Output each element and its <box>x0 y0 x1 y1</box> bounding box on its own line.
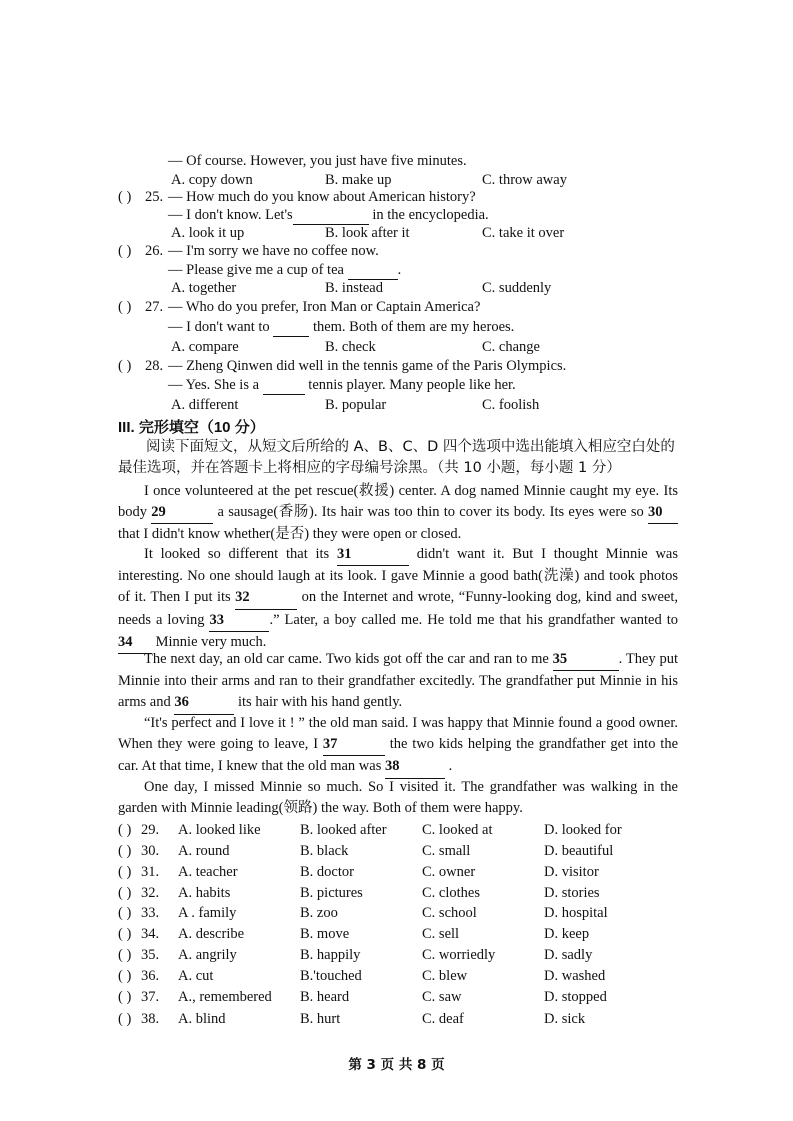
cloze-36-option-b: B.'touched <box>300 968 362 984</box>
q27-line2-end: them. Both of them are my heroes. <box>312 319 515 335</box>
cloze-36-option-c: C. blew <box>422 968 468 984</box>
cloze-37-option-c: C. saw <box>422 989 462 1005</box>
cloze-34-option-a: A. describe <box>178 926 245 942</box>
q24-option-a: A. copy down <box>171 172 253 188</box>
cloze-35-option-d: D. sadly <box>544 947 593 963</box>
q28-option-a: A. different <box>171 397 239 413</box>
q27-number: 27. <box>145 299 164 315</box>
cloze-38-number: 38. <box>141 1011 160 1027</box>
q28-blank <box>263 376 305 395</box>
cloze-30-option-c: C. small <box>422 843 471 859</box>
q25-option-c: C. take it over <box>482 225 565 241</box>
q25-line2-start: — I don't know. Let's <box>168 207 293 223</box>
q26-paren: ( ) <box>118 243 132 259</box>
cloze-34-number: 34. <box>141 926 160 942</box>
cloze-33-paren: ( ) <box>118 905 132 921</box>
p1-text-3: that I didn't know whether(是否) they were open or closed. <box>118 526 462 543</box>
passage-paragraph-4 <box>118 713 678 779</box>
cloze-31-option-b: B. doctor <box>300 864 354 880</box>
cloze-38-option-a: A. blind <box>178 1011 226 1027</box>
cloze-37-option-d: D. stopped <box>544 989 607 1005</box>
q25-option-b: B. look after it <box>325 225 410 241</box>
cloze-29-option-b: B. looked after <box>300 822 387 838</box>
q25-number: 25. <box>145 189 164 205</box>
q27-line1: — Who do you prefer, Iron Man or Captain America? <box>168 299 481 315</box>
cloze-38-option-d: D. sick <box>544 1011 586 1027</box>
q28-option-c: C. foolish <box>482 397 540 413</box>
q27-line2 <box>168 318 514 337</box>
cloze-37-number: 37. <box>141 989 160 1005</box>
cloze-29-number: 29. <box>141 822 160 838</box>
cloze-32-option-c: C. clothes <box>422 885 480 901</box>
q26-line2 <box>168 261 401 280</box>
cloze-35-paren: ( ) <box>118 947 132 963</box>
cloze-37-option-a: A., remembered <box>178 989 272 1005</box>
q26-option-a: A. together <box>171 280 237 296</box>
cloze-29-option-a: A. looked like <box>178 822 261 838</box>
cloze-37-option-b: B. heard <box>300 989 350 1005</box>
q27-option-a: A. compare <box>171 339 239 355</box>
cloze-30-option-a: A. round <box>178 843 230 859</box>
cloze-37-paren: ( ) <box>118 989 132 1005</box>
cloze-38-option-b: B. hurt <box>300 1011 341 1027</box>
cloze-32-option-b: B. pictures <box>300 885 363 901</box>
q28-paren: ( ) <box>118 358 132 374</box>
q26-number: 26. <box>145 243 164 259</box>
p4-text-2: the two kids helping the grandfather get into the car. At that time, I knew that the old man was <box>118 736 679 775</box>
p3-text-2: . They put Minnie into their arms and ran to their grandfather excitedly. The grandfather put Minnie in his arms and <box>118 651 678 711</box>
cloze-34-option-b: B. move <box>300 926 350 942</box>
q27-blank <box>273 318 309 337</box>
p2-text-3: on the Internet and wrote, “Funny-looking dog, kind and sweet, needs a loving <box>118 589 678 628</box>
q26-option-b: B. instead <box>325 280 383 296</box>
q25-option-a: A. look it up <box>171 225 245 241</box>
q26-line2-end: . <box>397 262 402 278</box>
p3-text-1: The next day, an old car came. Two kids got off the car and ran to me <box>144 651 553 667</box>
cloze-29-option-d: D. looked for <box>544 822 622 838</box>
cloze-31-option-a: A. teacher <box>178 864 238 880</box>
blank-31: 31 <box>337 544 409 566</box>
q27-line2-start: — I don't want to <box>168 319 270 335</box>
p3-text-3: its hair with his hand gently. <box>234 694 403 711</box>
cloze-30-number: 30. <box>141 843 160 859</box>
p2-text-4: .” Later, a boy called me. He told me that his grandfather wanted to <box>269 611 678 628</box>
cloze-32-number: 32. <box>141 885 160 901</box>
cloze-32-option-d: D. stories <box>544 885 600 901</box>
blank-34: 34 <box>118 632 152 654</box>
cloze-35-option-c: C. worriedly <box>422 947 496 963</box>
passage-paragraph-2 <box>118 544 678 654</box>
q26-blank <box>348 261 398 280</box>
q28-line2-start: — Yes. She is a <box>168 377 260 393</box>
p1-text-2: a sausage(香肠). Its hair was too thin to cover its body. Its eyes were so <box>213 504 648 521</box>
blank-29: 29 <box>151 502 213 524</box>
cloze-31-number: 31. <box>141 864 160 880</box>
cloze-36-number: 36. <box>141 968 160 984</box>
p1-text-1: I once volunteered at the pet rescue(救援) center. A dog named Minnie caught my eye. Its body <box>118 483 678 521</box>
blank-32: 32 <box>235 587 297 609</box>
q25-line2 <box>168 206 489 225</box>
passage-paragraph-5 <box>118 777 678 819</box>
q25-paren: ( ) <box>118 189 132 205</box>
cloze-30-option-d: D. beautiful <box>544 843 614 859</box>
cloze-35-option-b: B. happily <box>300 947 361 963</box>
p2-text-2: didn't want it. But I thought Minnie was interesting. No one should laugh at its look. I gave Minnie a good bath(洗澡) and took photos of it. Then I put its <box>118 546 679 606</box>
p2-text-5: Minnie very much. <box>152 633 267 650</box>
cloze-38-paren: ( ) <box>118 1011 132 1027</box>
blank-37: 37 <box>323 734 385 756</box>
cloze-29-option-c: C. looked at <box>422 822 493 838</box>
cloze-33-option-b: B. zoo <box>300 905 338 921</box>
q26-line1: — I'm sorry we have no coffee now. <box>168 243 379 259</box>
cloze-35-option-a: A. angrily <box>178 947 237 963</box>
cloze-36-option-a: A. cut <box>178 968 214 984</box>
cloze-33-number: 33. <box>141 905 160 921</box>
q24-option-c: C. throw away <box>482 172 567 188</box>
cloze-34-option-d: D. keep <box>544 926 590 942</box>
cloze-35-number: 35. <box>141 947 160 963</box>
page-footer: 第 3 页 共 8 页 <box>348 1057 445 1073</box>
q26-option-c: C. suddenly <box>482 280 552 296</box>
q25-line2-end: in the encyclopedia. <box>372 207 489 223</box>
passage-paragraph-1 <box>118 481 678 546</box>
q27-option-b: B. check <box>325 339 376 355</box>
q27-option-c: C. change <box>482 339 540 355</box>
p2-text-1: It looked so different that its <box>144 546 337 562</box>
blank-35: 35 <box>553 649 619 671</box>
cloze-32-paren: ( ) <box>118 885 132 901</box>
section-3-title: III. 完形填空（10 分） <box>118 419 265 436</box>
q26-line2-start: — Please give me a cup of tea <box>168 262 344 278</box>
cloze-29-paren: ( ) <box>118 822 132 838</box>
q28-option-b: B. popular <box>325 397 387 413</box>
q27-paren: ( ) <box>118 299 132 315</box>
cloze-31-option-d: D. visitor <box>544 864 599 880</box>
cloze-30-option-b: B. black <box>300 843 349 859</box>
p4-text-1: “It's perfect and I love it ! ” the old man said. I was happy that Minnie found a good owner. When they were going to leave, I <box>118 715 678 753</box>
blank-30: 30 <box>648 502 678 524</box>
q25-line1: — How much do you know about American history? <box>168 189 476 205</box>
cloze-31-paren: ( ) <box>118 864 132 880</box>
blank-36: 36 <box>174 692 234 714</box>
q25-blank <box>293 206 369 225</box>
q24-option-b: B. make up <box>325 172 392 188</box>
cloze-36-paren: ( ) <box>118 968 132 984</box>
q28-line1: — Zheng Qinwen did well in the tennis game of the Paris Olympics. <box>168 358 567 374</box>
cloze-33-option-a: A . family <box>178 905 237 921</box>
cloze-38-option-c: C. deaf <box>422 1011 464 1027</box>
p5-text: One day, I missed Minnie so much. So I visited it. The grandfather was walking in the garden with Minnie leading(领路) the way. Both of them were happy. <box>118 779 678 817</box>
q28-line2 <box>168 376 516 395</box>
cloze-32-option-a: A. habits <box>178 885 231 901</box>
p4-text-3: . <box>444 758 453 775</box>
q24-dialogue-line: — Of course. However, you just have five minutes. <box>168 153 467 169</box>
cloze-34-option-c: C. sell <box>422 926 460 942</box>
passage-paragraph-3 <box>118 649 678 715</box>
cloze-34-paren: ( ) <box>118 926 132 942</box>
blank-33: 33 <box>209 610 269 632</box>
cloze-31-option-c: C. owner <box>422 864 476 880</box>
section-3-instruction: 阅读下面短文，从短文后所给的 A、B、C、D 四个选项中选出能填入相应空白处的最佳选项，并在答题卡上将相应的字母编号涂黑。（共 10 小题，每小题 1 分） <box>118 439 675 476</box>
q28-number: 28. <box>145 358 164 374</box>
blank-38: 38 <box>385 756 445 778</box>
q28-line2-end: tennis player. Many people like her. <box>308 377 516 393</box>
cloze-33-option-c: C. school <box>422 905 477 921</box>
cloze-33-option-d: D. hospital <box>544 905 608 921</box>
cloze-30-paren: ( ) <box>118 843 132 859</box>
cloze-36-option-d: D. washed <box>544 968 606 984</box>
